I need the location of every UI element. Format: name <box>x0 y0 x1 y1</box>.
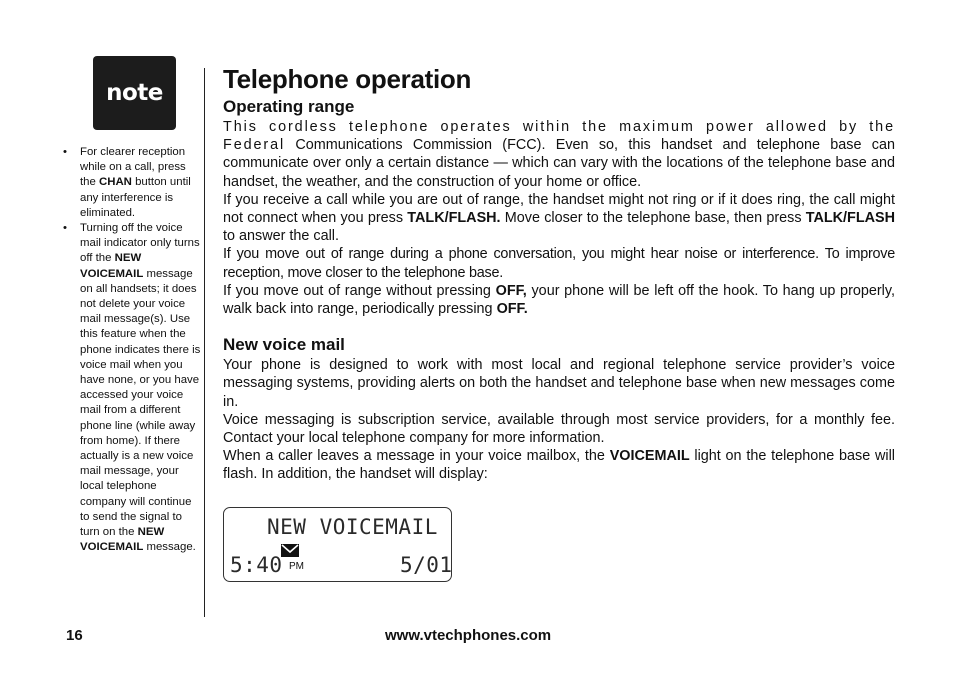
column-divider <box>204 68 205 617</box>
display-ampm: PM <box>289 561 304 572</box>
key-label: OFF, <box>495 282 527 299</box>
page-number: 16 <box>66 627 83 644</box>
paragraph-text: to answer the call. <box>223 228 339 245</box>
paragraph: Voice messaging is subscription service, available through most service providers, for a monthly fee. Contact your local telephone company for more information. <box>223 411 895 447</box>
sidebar-notes <box>62 145 202 555</box>
key-label: TALK/FLASH <box>805 210 895 227</box>
note-text: message on all handsets; it does not delete your voice mail message(s). Use this feature when the phone indicates there is voice mail when you have none, or you have accessed your voice mail from a different phone line (while away from home). If there actually is a new voice mail message, your local telephone company will continue to send the signal to turn on the <box>80 267 201 539</box>
envelope-icon <box>281 544 299 557</box>
note-bold-text: NEW VOICEMAIL <box>80 252 144 280</box>
handset-display <box>223 507 452 582</box>
page-title: Telephone operation <box>223 64 472 94</box>
main-content <box>223 62 895 484</box>
paragraph <box>223 191 895 246</box>
paragraph-text: If you receive a call while you are out of range, the handset might not ring or if it does ring, the call might not connect when you press <box>223 191 895 227</box>
paragraph-text: If you move out of range without pressing <box>223 282 496 299</box>
note-text: For clearer reception while on a call, press the <box>80 146 186 189</box>
sidebar-note-item <box>62 221 202 555</box>
key-label: VOICEMAIL <box>609 448 690 465</box>
paragraph-text: When a caller leaves a message in your voice mailbox, the <box>223 448 610 465</box>
display-line-new-voicemail: NEW VOICEMAIL <box>267 515 438 539</box>
key-label: TALK/FLASH. <box>407 210 501 227</box>
note-bold-text: NEW VOICEMAIL <box>80 526 165 554</box>
paragraph: If you move out of range during a phone conversation, you might hear noise or interference. To improve reception, move closer to the telephone base. <box>223 246 895 281</box>
paragraph-text: your phone will be left off the hook. To hang up properly, walk back into range, periodically pressing <box>223 282 895 318</box>
note-text: Turning off the voice mail indicator only turns off the <box>80 222 200 265</box>
section-heading-new-voice-mail: New voice mail <box>223 335 345 355</box>
paragraph-first-line: This cordless telephone operates within the maximum power allowed by the Federal <box>223 119 895 154</box>
paragraph <box>223 282 895 318</box>
paragraph-text: light on the telephone base will flash. In addition, the handset will display: <box>223 448 895 483</box>
paragraph: Your phone is designed to work with most local and regional telephone service provider’s voice messaging systems, providing alerts on both the handset and telephone base when new messages come in. <box>223 357 895 410</box>
paragraph-text: Communications Commission (FCC). Even so, this handset and telephone base can communicate over only a certain distance — which can vary with the locations of the telephone base and handset, the weather, and the construction of your home or office. <box>223 137 896 190</box>
note-bold-text: CHAN <box>99 176 132 189</box>
section-heading-operating-range: Operating range <box>223 97 355 116</box>
sidebar-note-item <box>62 145 202 221</box>
note-text: button until any interference is eliminated. <box>80 176 191 219</box>
display-time: 5:40 <box>230 553 283 577</box>
note-badge <box>93 56 176 130</box>
paragraph <box>223 447 895 483</box>
note-label: note <box>106 80 163 106</box>
key-label: OFF. <box>496 301 528 318</box>
paragraph-text: Move closer to the telephone base, then press <box>500 210 806 227</box>
paragraph <box>223 118 895 191</box>
website-url: www.vtechphones.com <box>385 627 552 644</box>
note-text: message. <box>143 541 196 554</box>
display-date: 5/01 <box>400 553 453 577</box>
